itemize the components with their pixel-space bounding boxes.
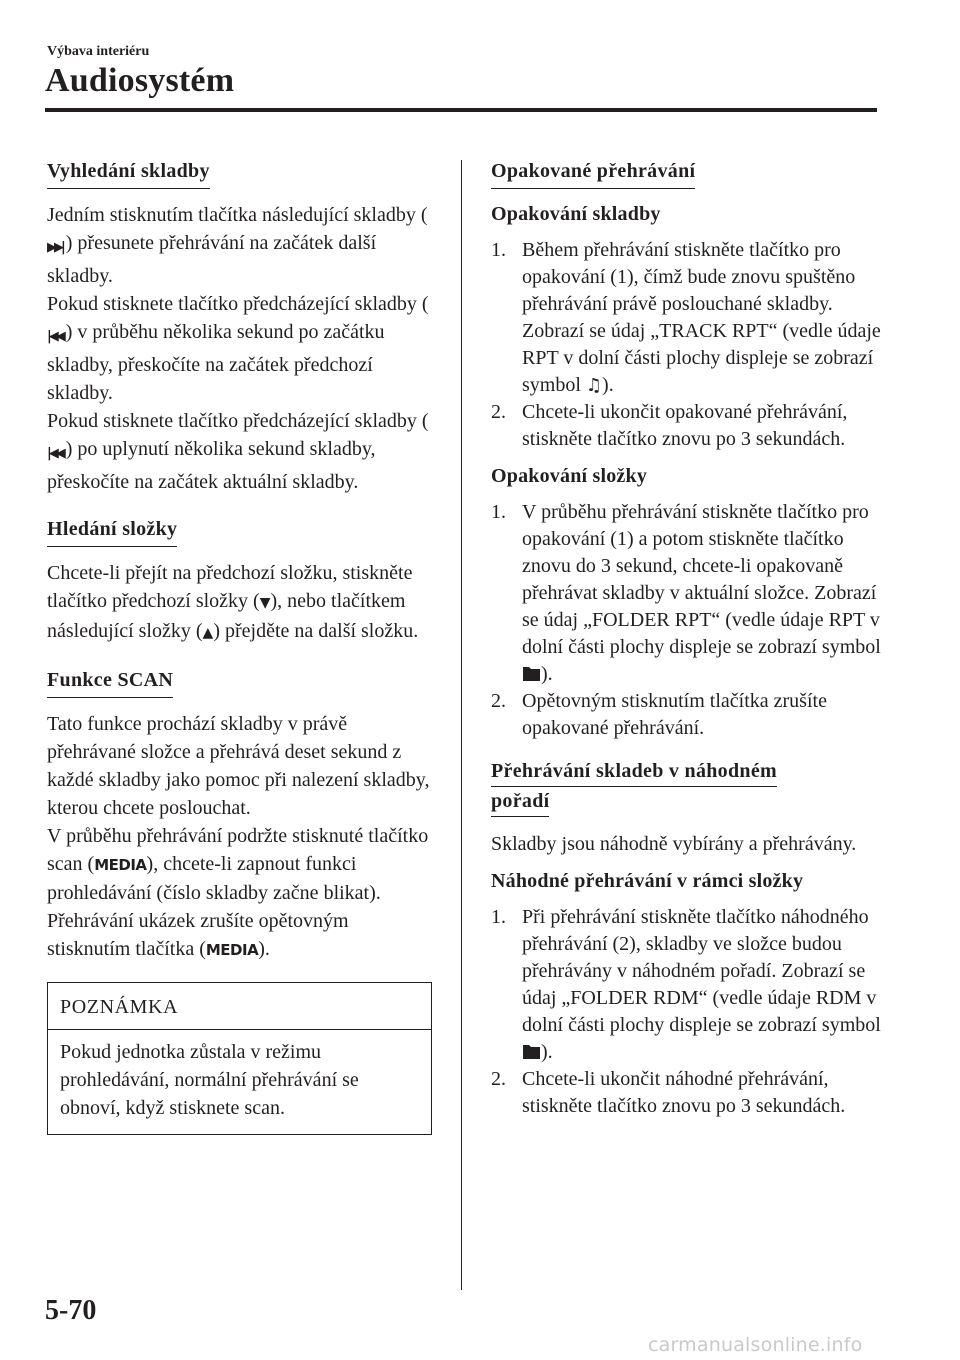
repeat-folder-heading: Opakování složky (491, 465, 648, 487)
track-search-paragraph-1: Jedním stisknutím tlačítka následující skladby (▶▶| ) přesunete přehrávání na začátek další skladby. (47, 204, 428, 287)
note-box (47, 982, 432, 1135)
next-track-icon: ▶▶| (47, 240, 63, 255)
media-button-icon: MEDIA (94, 856, 147, 874)
random-folder-list (491, 904, 883, 1120)
track-search-paragraph-2: Pokud stisknete tlačítko předcházející skladby (|◀◀ ) v průběhu několika sekund po začátku skladby, přeskočíte na začátek předchozí skladby. (47, 293, 429, 404)
note-title: POZNÁMKA (48, 983, 431, 1030)
track-search-paragraph-3: Pokud stisknete tlačítko předcházející skladby (|◀◀ ) po uplynutí několika sekund skladby, přeskočíte na začátek aktuální skladby. (47, 410, 429, 493)
music-note-icon: ♫ (585, 375, 603, 396)
down-arrow-icon: ▼ (259, 595, 271, 611)
folder-search-paragraph: Chcete-li přejít na předchozí složku, stiskněte tlačítko předchozí složky (▼), nebo tlačítkem následující složky (▲) přejděte na další složku. (47, 559, 435, 647)
watermark: carmanualsonline.info (648, 1334, 863, 1356)
repeat-track-heading: Opakování skladby (491, 203, 661, 225)
up-arrow-icon: ▲ (202, 625, 214, 641)
previous-track-icon: |◀◀ (47, 329, 63, 344)
list-item: 1. Během přehrávání stiskněte tlačítko pro opakování (1), čímž bude znovu spuštěno přehrávání právě poslouchané skladby. Zobrazí se údaj „TRACK RPT“ (vedle údaje RPT v dolní části plochy displeje se zobrazí symbol ♫). (491, 237, 883, 399)
repeat-heading: Opakované přehrávání (491, 158, 695, 189)
scan-paragraph-2: V průběhu přehrávání podržte stisknuté tlačítko scan (MEDIA), chcete-li zapnout funkci prohledávání (číslo skladby začne blikat). Přehrávání ukázek zrušíte opětovným stisknutím tlačítka (MEDIA). (47, 822, 435, 964)
list-item: 1. V průběhu přehrávání stiskněte tlačítko pro opakování (1) a potom stiskněte tlačítko znovu do 3 sekund, chcete-li opakovaně přehrávat skladby v aktuální složce. Zobrazí se údaj „FOLDER RPT“ (vedle údaje RPT v dolní části plochy displeje se zobrazí symbol ). (491, 501, 881, 685)
random-intro: Skladby jsou náhodně vybírány a přehrávány. (491, 833, 857, 855)
right-column (491, 158, 883, 1130)
folder-icon (522, 663, 541, 683)
left-column (47, 158, 435, 1135)
list-item: 1. Při přehrávání stiskněte tlačítko náhodného přehrávání (2), skladby ve složce budou přehrávány v náhodném pořadí. Zobrazí se údaj „FOLDER RDM“ (vedle údaje RDM v dolní části plochy displeje se zobrazí symbol ). (491, 906, 881, 1063)
previous-track-icon: |◀◀ (47, 446, 63, 461)
page-title: Audiosystém (45, 62, 235, 99)
list-item: 2. Chcete-li ukončit opakované přehrávání, stiskněte tlačítko znovu po 3 sekundách. (491, 401, 848, 450)
page-number: 5-70 (45, 1295, 97, 1326)
scan-heading: Funkce SCAN (47, 667, 173, 698)
column-divider (461, 160, 462, 1290)
repeat-folder-list (491, 499, 883, 742)
media-button-icon: MEDIA (205, 941, 259, 959)
random-folder-heading: Náhodné přehrávání v rámci složky (491, 870, 804, 892)
header-section-label: Výbava interiéru (47, 44, 150, 59)
repeat-track-list (491, 237, 883, 453)
track-search-heading: Vyhledání skladby (47, 158, 210, 189)
note-body: Pokud jednotka zůstala v režimu prohledávání, normální přehrávání se obnoví, když stisknete scan. (60, 1041, 359, 1119)
scan-paragraph-1: Tato funkce prochází skladby v právě přehrávané složce a přehrává deset sekund z každé skladby jako pomoc při nalezení skladby, kterou chcete poslouchat. (47, 713, 430, 819)
list-item: 2. Opětovným stisknutím tlačítka zrušíte opakované přehrávání. (491, 690, 827, 739)
random-heading: Přehrávání skladeb v náhodném pořadí (491, 756, 821, 816)
list-item: 2. Chcete-li ukončit náhodné přehrávání, stiskněte tlačítko znovu po 3 sekundách. (491, 1068, 846, 1117)
folder-icon (522, 1041, 541, 1061)
folder-search-heading: Hledání složky (47, 516, 177, 547)
header-rule (45, 108, 877, 112)
